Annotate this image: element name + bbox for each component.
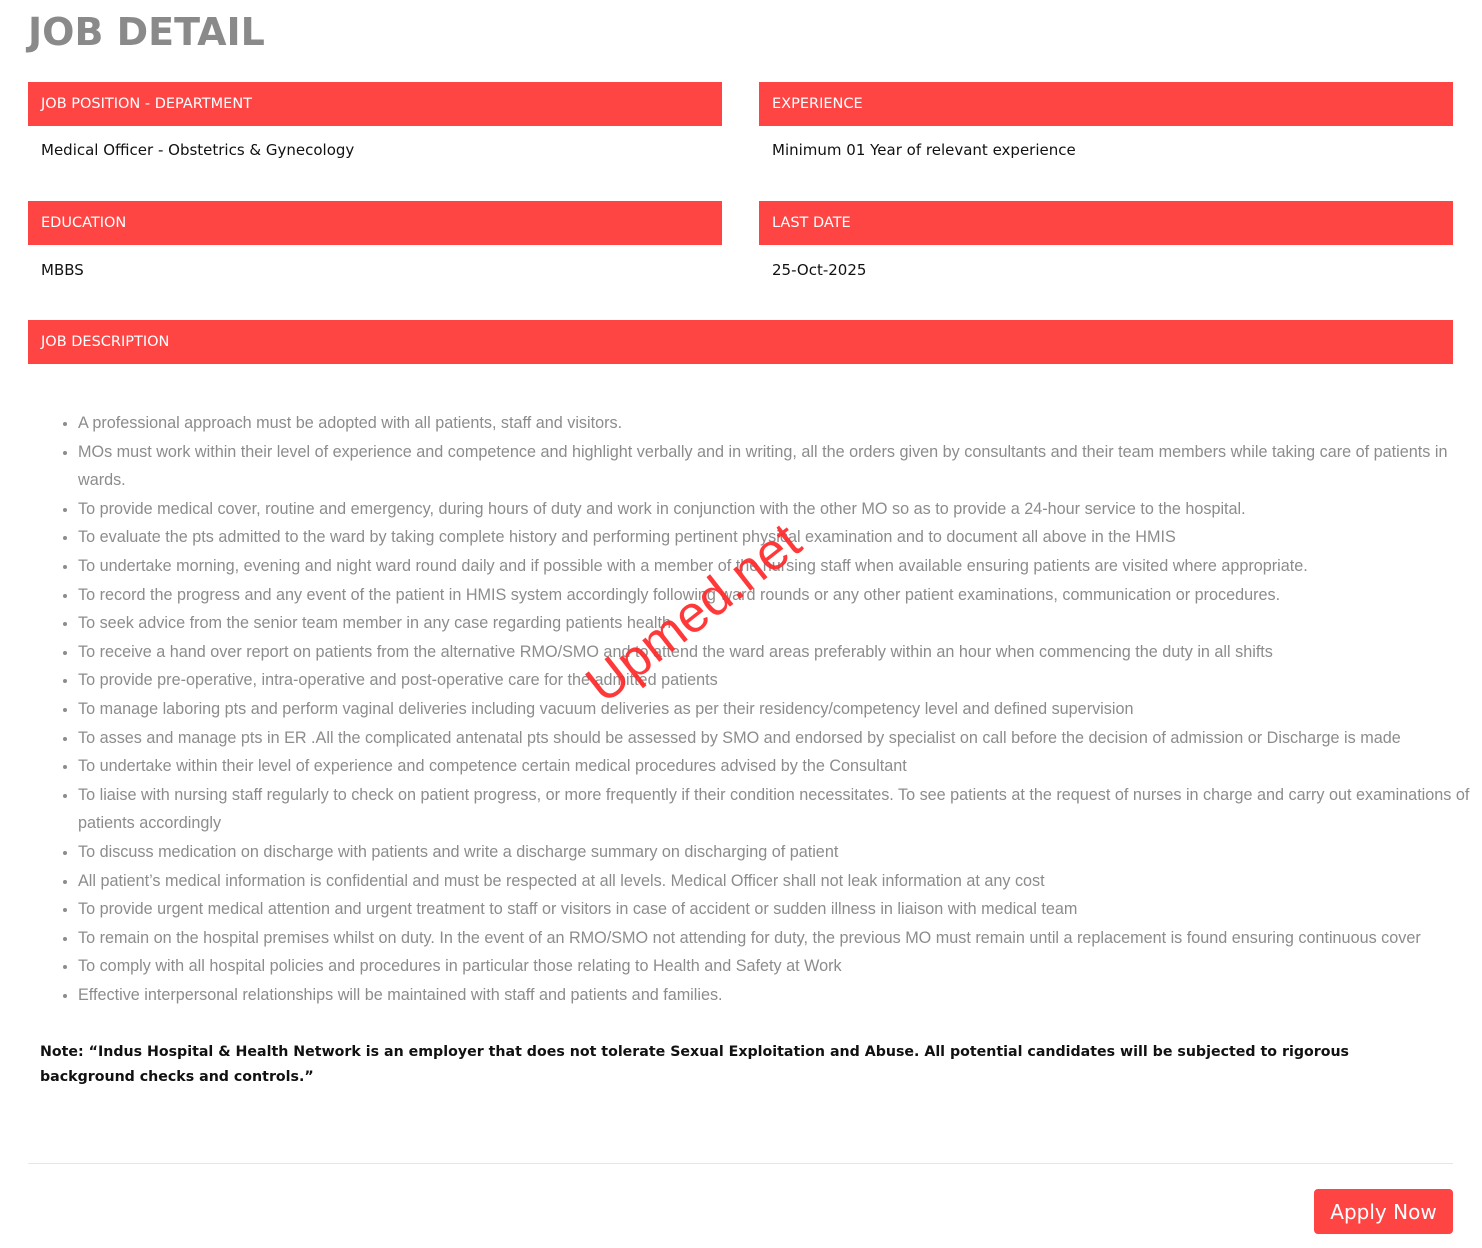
last-date-value: 25-Oct-2025: [772, 261, 867, 279]
list-item: • To provide medical cover, routine and emergency, during hours of duty and work in conjunction with the other MO so as to provide a 24-hour service to the hospital.: [78, 495, 1482, 524]
list-item: • To evaluate the pts admitted to the ward by taking complete history and performing pertinent physical examination and to document all above in the HMIS: [78, 523, 1482, 552]
list-item: • To discuss medication on discharge with patients and write a discharge summary on discharging of patient: [78, 838, 1482, 867]
list-item: • To comply with all hospital policies and procedures in particular those relating to Health and Safety at Work: [78, 952, 1482, 981]
job-description-header: JOB DESCRIPTION: [28, 320, 1453, 364]
job-position-value: Medical Officer - Obstetrics & Gynecology: [41, 141, 355, 159]
list-item: • To seek advice from the senior team member in any case regarding patients health: [78, 609, 1482, 638]
job-position-header: JOB POSITION - DEPARTMENT: [28, 82, 722, 126]
list-item: • To asses and manage pts in ER .All the complicated antenatal pts should be assessed by SMO and endorsed by specialist on call before the decision of admission or Discharge is made: [78, 724, 1482, 753]
list-item: • To record the progress and any event of the patient in HMIS system accordingly following ward rounds or any other patient examinations, communication or procedures.: [78, 581, 1482, 610]
education-value: MBBS: [41, 261, 84, 279]
apply-now-button[interactable]: Apply Now: [1314, 1189, 1453, 1234]
experience-header: EXPERIENCE: [759, 82, 1453, 126]
experience-value: Minimum 01 Year of relevant experience: [772, 141, 1076, 159]
education-header: EDUCATION: [28, 201, 722, 245]
list-item: • To undertake morning, evening and night ward round daily and if possible with a member of the nursing staff when available ensuring patients are visited where appropriate.: [78, 552, 1482, 581]
page-title: JOB DETAIL: [28, 10, 265, 54]
list-item: • To remain on the hospital premises whilst on duty. In the event of an RMO/SMO not attending for duty, the previous MO must remain until a replacement is found ensuring continuous cover: [78, 924, 1482, 953]
list-item: • To provide pre-operative, intra-operative and post-operative care for the admitted patients: [78, 666, 1482, 695]
list-item: • Effective interpersonal relationships will be maintained with staff and patients and families.: [78, 981, 1482, 1010]
list-item: • MOs must work within their level of experience and competence and highlight verbally and in writing, all the orders given by consultants and their team members while taking care of patients in wards.: [78, 438, 1482, 495]
last-date-header: LAST DATE: [759, 201, 1453, 245]
list-item: • All patient’s medical information is confidential and must be respected at all levels. Medical Officer shall not leak information at any cost: [78, 867, 1482, 896]
divider: [28, 1163, 1453, 1164]
list-item: • To manage laboring pts and perform vaginal deliveries including vacuum deliveries as per their residency/competency level and defined supervision: [78, 695, 1482, 724]
list-item: • To liaise with nursing staff regularly to check on patient progress, or more frequently if their condition necessitates. To see patients at the request of nurses in charge and carry out examinations of patients accordingly: [78, 781, 1482, 838]
list-item: • To undertake within their level of experience and competence certain medical procedures advised by the Consultant: [78, 752, 1482, 781]
job-description-list: [40, 409, 1482, 1009]
watermark: Upmed.net: [575, 512, 812, 715]
list-item: • A professional approach must be adopted with all patients, staff and visitors.: [78, 409, 1482, 438]
list-item: • To provide urgent medical attention and urgent treatment to staff or visitors in case of accident or sudden illness in liaison with medical team: [78, 895, 1482, 924]
list-item: • To receive a hand over report on patients from the alternative RMO/SMO and to attend the ward areas preferably within an hour when commencing the duty in all shifts: [78, 638, 1482, 667]
note-text: Note: “Indus Hospital & Health Network is an employer that does not tolerate Sexual Exploitation and Abuse. All potential candidates will be subjected to rigorous background checks and controls.”: [40, 1044, 1350, 1085]
